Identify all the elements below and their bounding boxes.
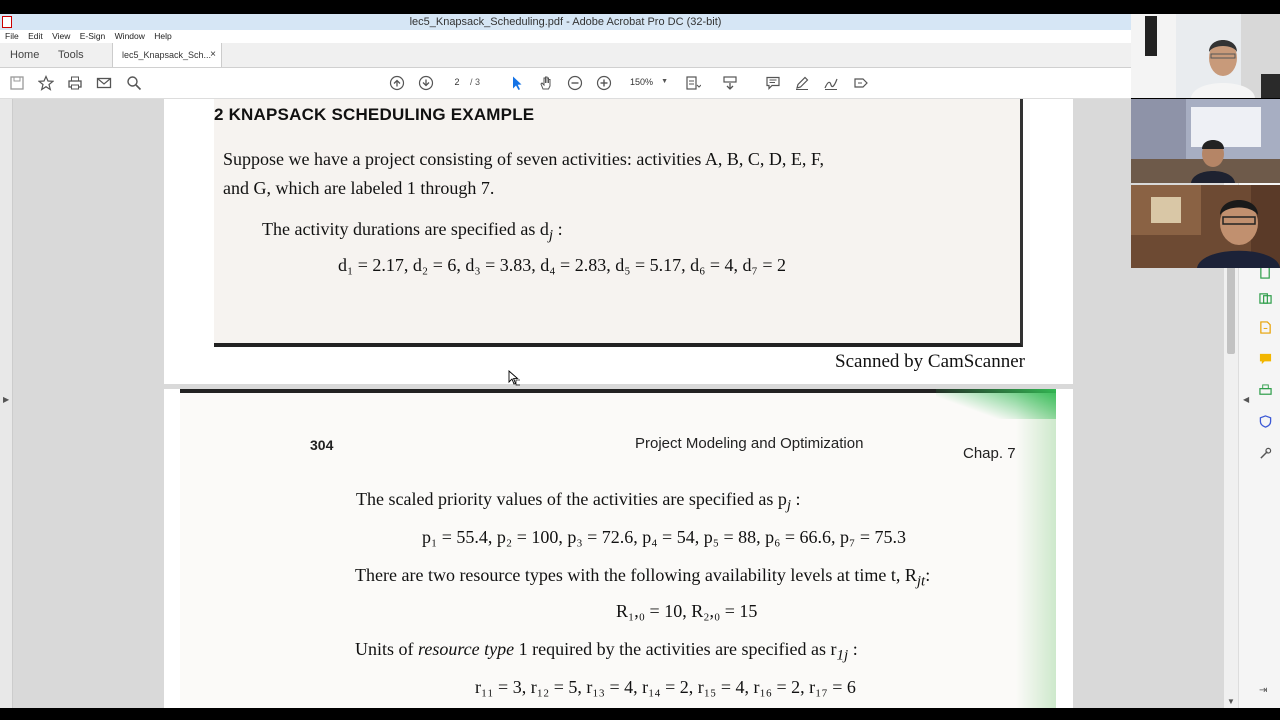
zoom-level-select[interactable] [630,74,674,90]
scrollbar-thumb[interactable] [1227,259,1235,354]
durations-intro-text: The activity durations are specified as d [262,219,549,239]
tab-bar [0,43,1131,68]
menu-window[interactable]: Window [114,31,145,41]
durations-subscript: j [548,227,554,244]
units-rest-text: 1 required by the activities are specified as r [514,639,837,659]
units-equation: r₁₁ = 3, r₁₂ = 5, r₁₃ = 4, r₁₄ = 2, r₁₅ = 4, r₁₆ = 2, r₁₇ = 6 [475,677,856,697]
section-heading: 2 KNAPSACK SCHEDULING EXAMPLE [214,105,535,124]
menu-help[interactable]: Help [154,31,172,41]
durations-equation: d₁ = 2.17, d₂ = 6, d₃ = 3.83, d₄ = 2.83, d₅ = 5.17, d₆ = 4, d₇ = 2 [338,255,786,275]
window-title: lec5_Knapsack_Scheduling.pdf - Adobe Acrobat Pro DC (32-bit) [409,16,722,28]
menu-edit[interactable]: Edit [28,31,43,41]
export-pdf-icon[interactable] [1258,291,1272,305]
page-total: / 3 [470,77,481,87]
video-participant-1 [1131,14,1280,98]
scan-edge-shading [1016,393,1056,708]
next-page-icon[interactable] [417,74,435,92]
priority-colon: : [791,489,801,509]
hand-tool-icon[interactable] [537,74,555,92]
comment-pane-icon[interactable] [1258,352,1272,366]
priority-equation: p₁ = 55.4, p₂ = 100, p₃ = 72.6, p₄ = 54, p₅ = 88, p₆ = 66.6, p₇ = 75.3 [422,527,906,547]
bottom-black-bar [0,708,1280,720]
book-page-number: 304 [310,437,334,453]
priority-subscript: j [786,497,792,514]
mouse-cursor-icon [508,370,520,386]
menu-view[interactable]: View [52,31,71,41]
create-pdf-icon[interactable] [1258,320,1272,334]
scanned-image-page-2 [180,389,1056,708]
left-panel-toggle[interactable] [0,99,13,708]
scan-corner-shading [936,389,1056,419]
tab-document-label: lec5_Knapsack_Sch... [122,50,212,60]
protect-shield-icon[interactable] [1258,414,1272,428]
intro-line-1: Suppose we have a project consisting of seven activities: activities A, B, C, D, E, F, [223,149,824,169]
bookmark-star-icon[interactable] [37,74,55,92]
page-number-input[interactable]: 2 [454,77,460,87]
collapse-pane-icon[interactable]: ⇥ [1259,685,1268,696]
menu-file[interactable]: File [5,31,19,41]
zoom-out-icon[interactable] [566,74,584,92]
save-icon[interactable] [8,74,26,92]
scanned-image-page-1 [214,99,1023,347]
units-colon: : [848,639,858,659]
draw-signature-icon[interactable] [822,74,840,92]
resource-colon: : [925,565,931,585]
camscanner-watermark: Scanned by CamScanner [835,351,1025,372]
chevron-down-icon: ▼ [661,78,668,85]
previous-page-icon[interactable] [388,74,406,92]
scroll-mode-icon[interactable] [721,74,739,92]
zoom-level-value: 150% [630,77,654,87]
priority-intro-text: The scaled priority values of the activities are specified as p [356,489,787,509]
collapse-right-icon[interactable]: ◀ [1243,395,1250,404]
menu-bar [0,30,1131,43]
units-italic-text: resource type [418,639,515,659]
toolbar [0,68,1131,99]
intro-paragraph [223,145,923,203]
document-viewport[interactable] [0,99,1224,708]
resource-intro [355,565,930,591]
priority-intro [356,489,801,515]
pdf-page-1 [164,99,1073,384]
tab-tools[interactable]: Tools [58,49,84,61]
zoom-in-icon[interactable] [595,74,613,92]
resource-subscript: jt [916,573,926,590]
print-production-icon[interactable] [1258,383,1272,397]
expand-left-icon[interactable]: ▶ [3,395,10,404]
email-icon[interactable] [95,74,113,92]
pdf-page-2 [164,389,1073,708]
menu-esign[interactable]: E-Sign [79,31,106,41]
close-tab-icon[interactable]: × [210,49,216,60]
comment-icon[interactable] [764,74,782,92]
video-participant-3 [1131,185,1280,268]
top-black-bar [0,0,1280,14]
select-pointer-icon[interactable] [508,74,526,92]
window-titlebar [0,14,1131,30]
tab-home[interactable]: Home [10,49,40,61]
highlight-pen-icon[interactable] [793,74,811,92]
print-icon[interactable] [66,74,84,92]
resource-equation: R₁,₀ = 10, R₂,₀ = 15 [616,601,758,621]
tab-document[interactable] [112,43,222,67]
scroll-down-icon[interactable]: ▼ [1227,697,1235,706]
durations-intro [262,219,563,245]
chapter-label: Chap. 7 [963,445,1016,462]
units-subscript: 1j [836,647,849,664]
search-icon[interactable] [125,74,143,92]
resource-intro-text: There are two resource types with the following availability levels at time t, R [355,565,917,585]
durations-colon: : [553,219,563,239]
units-intro [355,639,858,665]
running-title: Project Modeling and Optimization [635,435,864,452]
more-tools-icon[interactable] [1258,446,1272,460]
units-intro-text: Units of [355,639,418,659]
acrobat-app-icon [2,16,12,28]
video-participant-2 [1131,99,1280,183]
page-view-icon[interactable] [684,74,702,92]
intro-line-2: and G, which are labeled 1 through 7. [223,178,495,198]
fill-sign-icon[interactable] [852,74,870,92]
